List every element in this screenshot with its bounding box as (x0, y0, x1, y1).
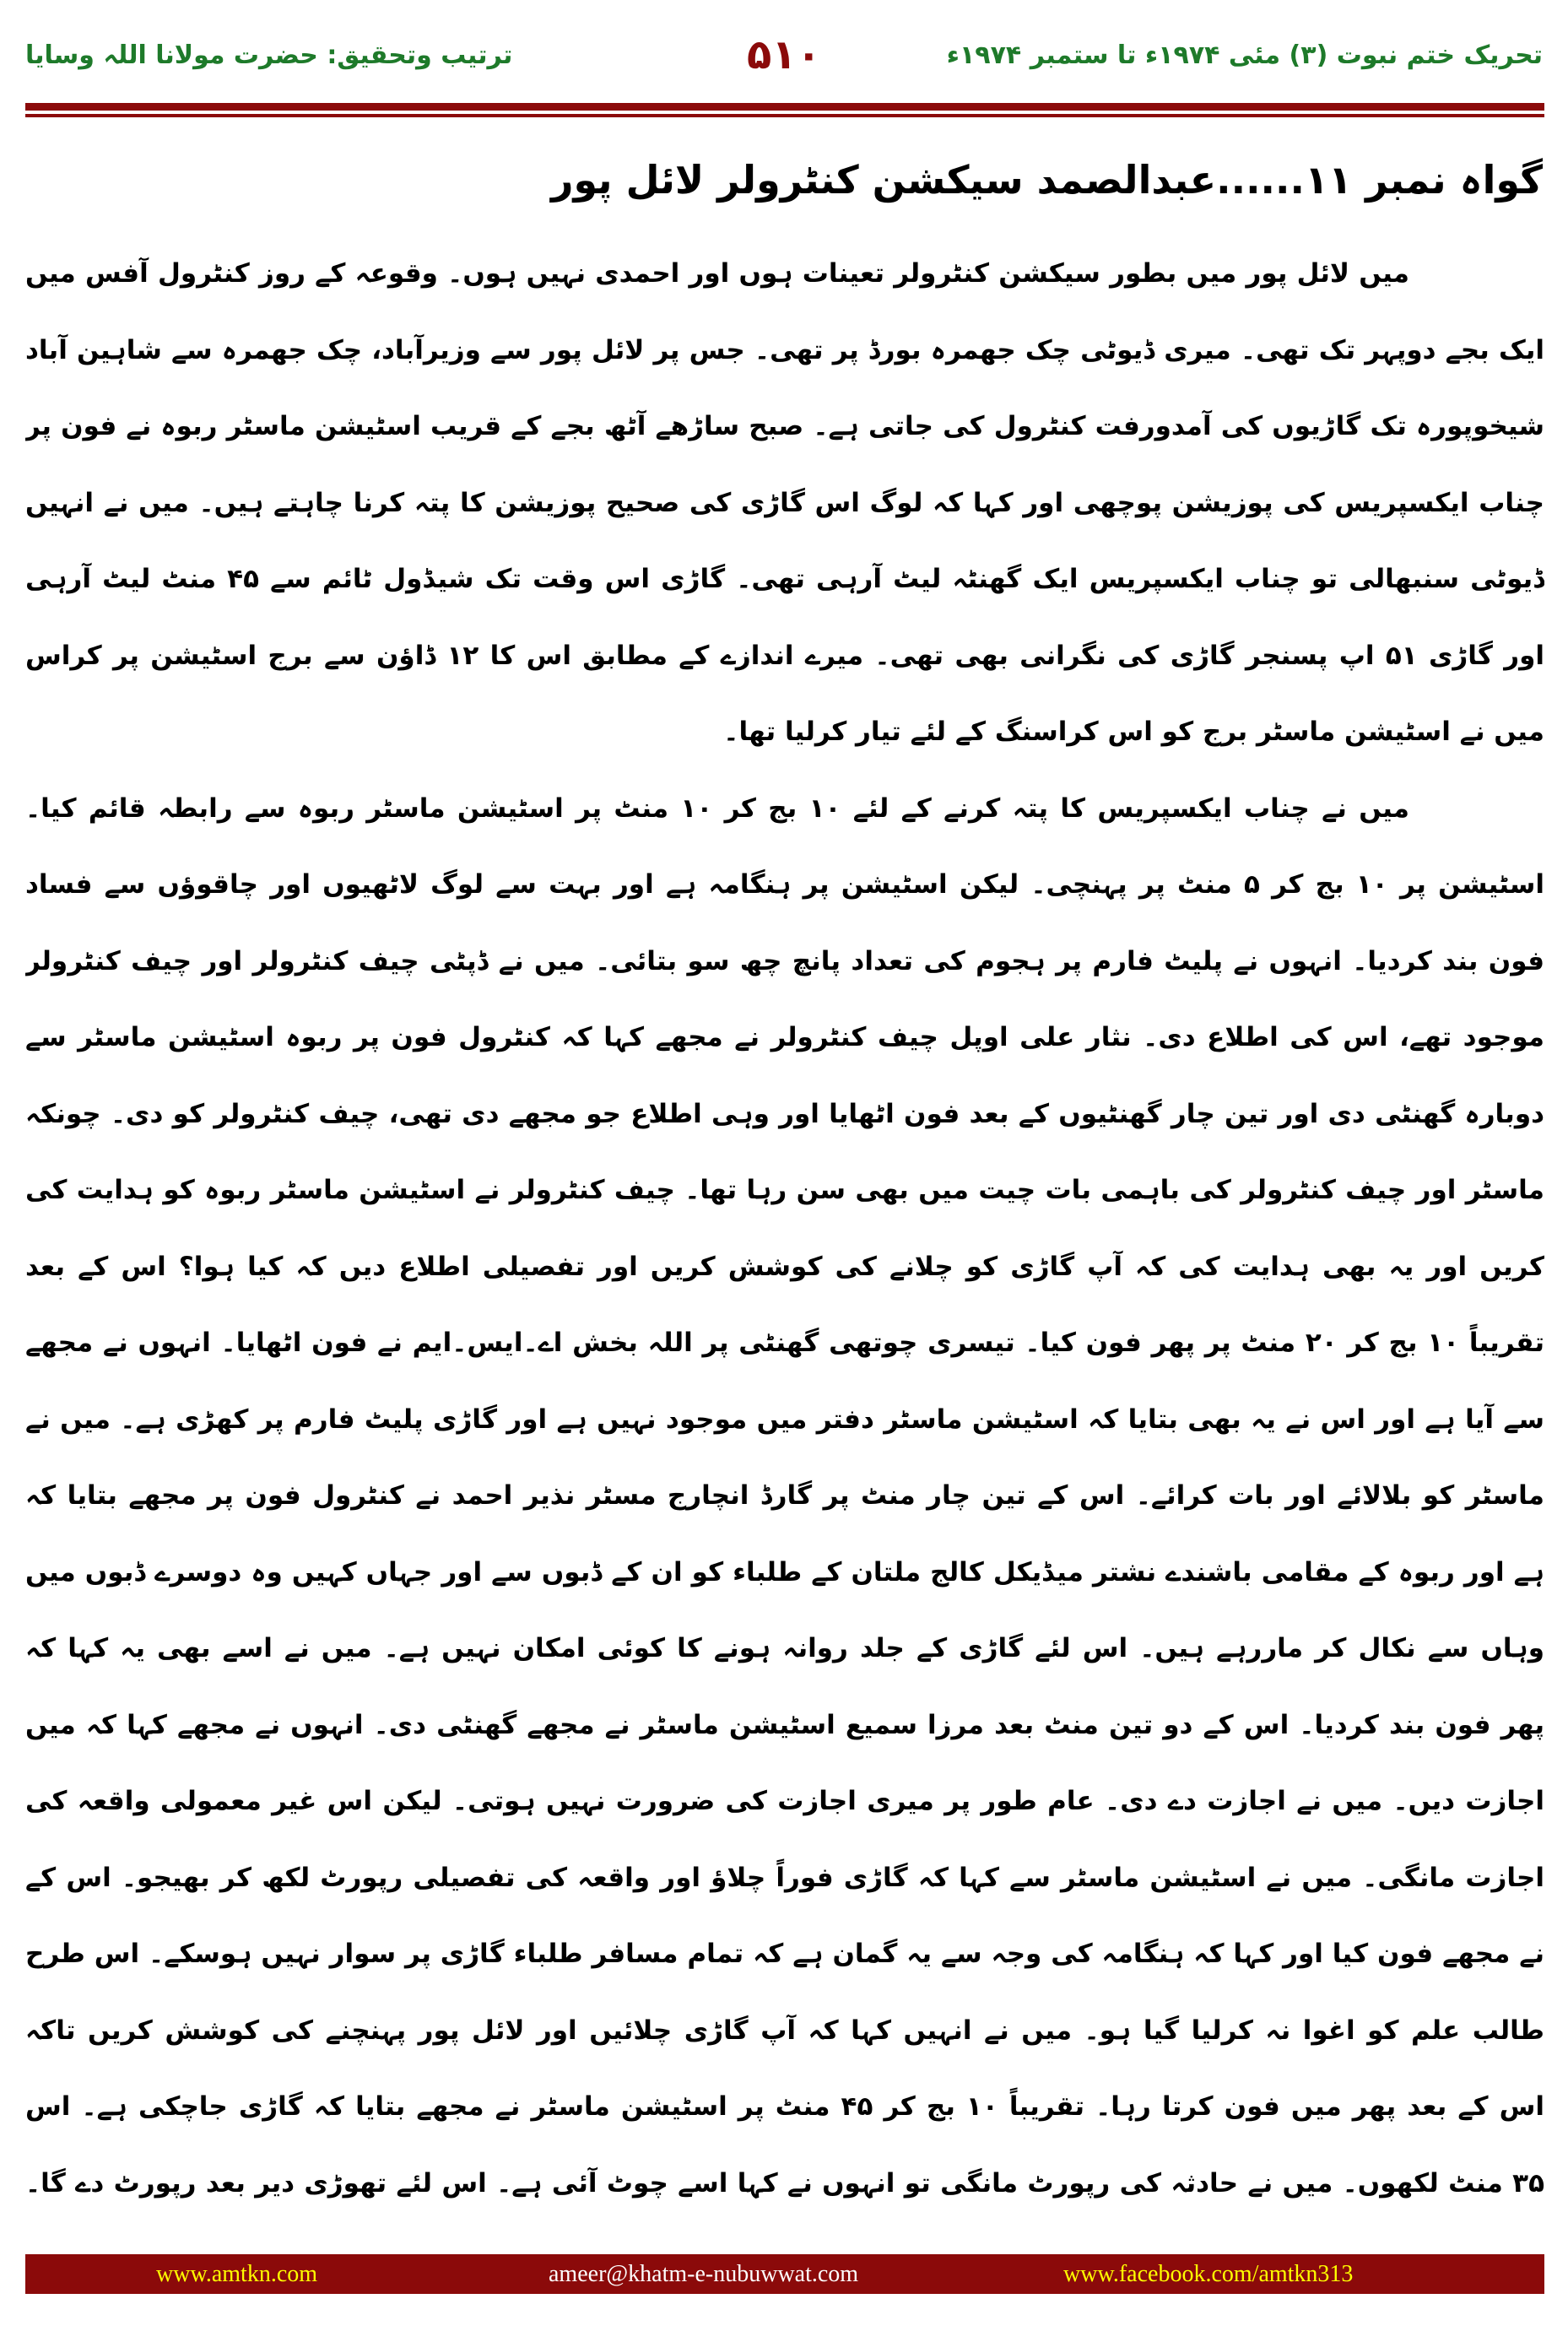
text-line: میں لائل پور میں بطور سیکشن کنٹرولر تعینات ہوں اور احمدی نہیں ہوں۔ وقوعہ کے روز کنٹرول آفس میں (25, 258, 1409, 289)
text-line: دوبارہ گھنٹی دی اور تین چار گھنٹیوں کے بعد فون اٹھایا اور وہی اطلاع جو مجھے دی تھی، چیف کنٹرولر کو دی۔ چونکہ (25, 1098, 1544, 1129)
header-divider-thin (25, 114, 1544, 117)
text-line: ماسٹر اور چیف کنٹرولر کی باہمی بات چیت میں بھی سن رہا تھا۔ چیف کنٹرولر نے اسٹیشن ماسٹر ربوہ کو ہدایت کی (25, 1175, 1544, 1205)
text-line: ہے اور ربوہ کے مقامی باشندے نشتر میڈیکل کالج ملتان کے طلباء کو ان کے ڈبوں سے اور جہاں کہیں وہ دوسرے ڈبوں میں (25, 1556, 1544, 1587)
text-line: میں نے اسٹیشن ماسٹر برج کو اس کراسنگ کے لئے تیار کرلیا تھا۔ (723, 717, 1544, 747)
text-line: شیخوپورہ تک گاڑیوں کی آمدورفت کنٹرول کی جاتی ہے۔ صبح ساڑھے آٹھ بجے کے قریب اسٹیشن ماسٹر ربوہ نے فون پر (25, 411, 1544, 441)
text-line: اس کے بعد پھر میں فون کرتا رہا۔ تقریباً ۱۰ بج کر ۴۵ منٹ پر اسٹیشن ماسٹر نے مجھے بتایا کہ گاڑی جاچکی ہے۔ اس (25, 2091, 1544, 2122)
text-line: وہاں سے نکال کر ماررہے ہیں۔ اس لئے گاڑی کے جلد روانہ ہونے کا کوئی امکان نہیں ہے۔ میں نے اسے بھی یہ کہا کہ (25, 1633, 1544, 1663)
text-line: ڈیوٹی سنبھالی تو چناب ایکسپریس ایک گھنٹہ لیٹ آرہی تھی۔ گاڑی اس وقت تک شیڈول ٹائم سے ۴۵ منٹ لیٹ آرہی (25, 564, 1544, 594)
text-line: طالب علم کو اغوا نہ کرلیا گیا ہو۔ میں نے انہیں کہا کہ آپ گاڑی چلائیں اور لائل پور پہنچنے کی کوشش کریں تاکہ (25, 2015, 1544, 2046)
text-line: اور گاڑی ۵۱ اپ پسنجر گاڑی کی نگرانی بھی تھی۔ میرے اندازے کے مطابق اس کا ۱۲ ڈاؤن سے برج اسٹیشن پر کراس (25, 640, 1544, 671)
text-line: تقریباً ۱۰ بج کر ۲۰ منٹ پر پھر فون کیا۔ تیسری چوتھی گھنٹی پر اللہ بخش اے۔ایس۔ایم نے فون اٹھایا۔ انہوں نے مجھے (25, 1328, 1544, 1358)
body-text (25, 235, 1544, 2221)
text-line: چناب ایکسپریس کی پوزیشن پوچھی اور کہا کہ لوگ اس گاڑی کی صحیح پوزیشن کا پتہ کرنا چاہتے ہیں۔ میں نے انہیں (25, 487, 1544, 518)
text-line: ۳۵ منٹ لکھوں۔ میں نے حادثہ کی رپورٹ مانگی تو انہوں نے کہا اسے چوٹ آئی ہے۔ اس لئے تھوڑی دیر بعد رپورٹ دے گا۔ (25, 2167, 1544, 2199)
text-line: پھر فون بند کردیا۔ اس کے دو تین منٹ بعد مرزا سمیع اسٹیشن ماسٹر نے مجھے گھنٹی دی۔ انہوں نے مجھے کہا کہ میں (25, 1709, 1544, 1740)
text-line: سے آیا ہے اور اس نے یہ بھی بتایا کہ اسٹیشن ماسٹر دفتر میں موجود نہیں ہے اور گاڑی پلیٹ فارم پر کھڑی ہے۔ میں نے (25, 1404, 1544, 1435)
text-line: نے مجھے فون کیا اور کہا کہ ہنگامہ کی وجہ سے یہ گمان ہے کہ تمام مسافر طلباء گاڑی پر سوار نہیں ہوسکے۔ اس طرح (25, 1939, 1544, 1969)
website-link[interactable]: www.amtkn.com (156, 2260, 318, 2287)
footer-bar (25, 2254, 1544, 2294)
section-title: گواہ نمبر ۱۱......عبدالصمد سیکشن کنٹرولر لائل پور (550, 157, 1543, 203)
text-line: میں نے چناب ایکسپریس کا پتہ کرنے کے لئے ۱۰ بج کر ۱۰ منٹ پر اسٹیشن ماسٹر ربوہ سے رابطہ قائم کیا۔ (25, 792, 1409, 824)
text-line: اسٹیشن پر ۱۰ بج کر ۵ منٹ پر پہنچی۔ لیکن اسٹیشن پر ہنگامہ ہے اور بہت سے لوگ لاٹھیوں اور چاقوؤں سے فساد (25, 869, 1544, 900)
text-line: فون بند کردیا۔ انہوں نے پلیٹ فارم پر ہجوم کی تعداد پانچ چھ سو بتائی۔ میں نے ڈپٹی چیف کنٹرولر اور چیف کنٹرولر (25, 945, 1544, 976)
text-line: ماسٹر کو بلالائے اور بات کرائے۔ اس کے تین چار منٹ پر گارڈ انچارج مسٹر نذیر احمد نے کنٹرول فون پر مجھے بتایا کہ (25, 1480, 1544, 1511)
text-line: کریں اور یہ بھی ہدایت کی کہ آپ گاڑی کو چلانے کی کوشش کریں اور تفصیلی اطلاع دیں کہ کیا ہوا؟ اس کے بعد (25, 1251, 1544, 1282)
book-title: تحریک ختم نبوت (۳) مئی ۱۹۷۴ء تا ستمبر ۱۹۷۴ء (946, 40, 1543, 70)
header-divider-thick (25, 103, 1544, 111)
page-number: ۵۱۰ (747, 31, 821, 78)
text-line: اجازت دیں۔ میں نے اجازت دے دی۔ عام طور پر میری اجازت کی ضرورت نہیں ہوتی۔ لیکن اس غیر معمولی واقعہ کی (25, 1786, 1544, 1816)
text-line: موجود تھے، اس کی اطلاع دی۔ نثار علی اوپل چیف کنٹرولر نے مجھے کہا کہ کنٹرول فون پر ربوہ اسٹیشن ماسٹر سے (25, 1022, 1544, 1052)
email-link[interactable]: ameer@khatm-e-nubuwwat.com (549, 2260, 859, 2287)
text-line: ایک بجے دوپہر تک تھی۔ میری ڈیوٹی چک جھمرہ بورڈ پر تھی۔ جس پر لائل پور سے وزیرآباد، چک جھمرہ سے شاہین آباد (25, 334, 1544, 365)
text-line: اجازت مانگی۔ میں نے اسٹیشن ماسٹر سے کہا کہ گاڑی فوراً چلاؤ اور واقعہ کی تفصیلی رپورٹ لکھ کر بھیجو۔ اس کے (25, 1862, 1544, 1893)
compiler-credit: ترتیب وتحقیق: حضرت مولانا اللہ وسایا (25, 40, 513, 70)
facebook-link[interactable]: www.facebook.com/amtkn313 (1063, 2260, 1354, 2287)
